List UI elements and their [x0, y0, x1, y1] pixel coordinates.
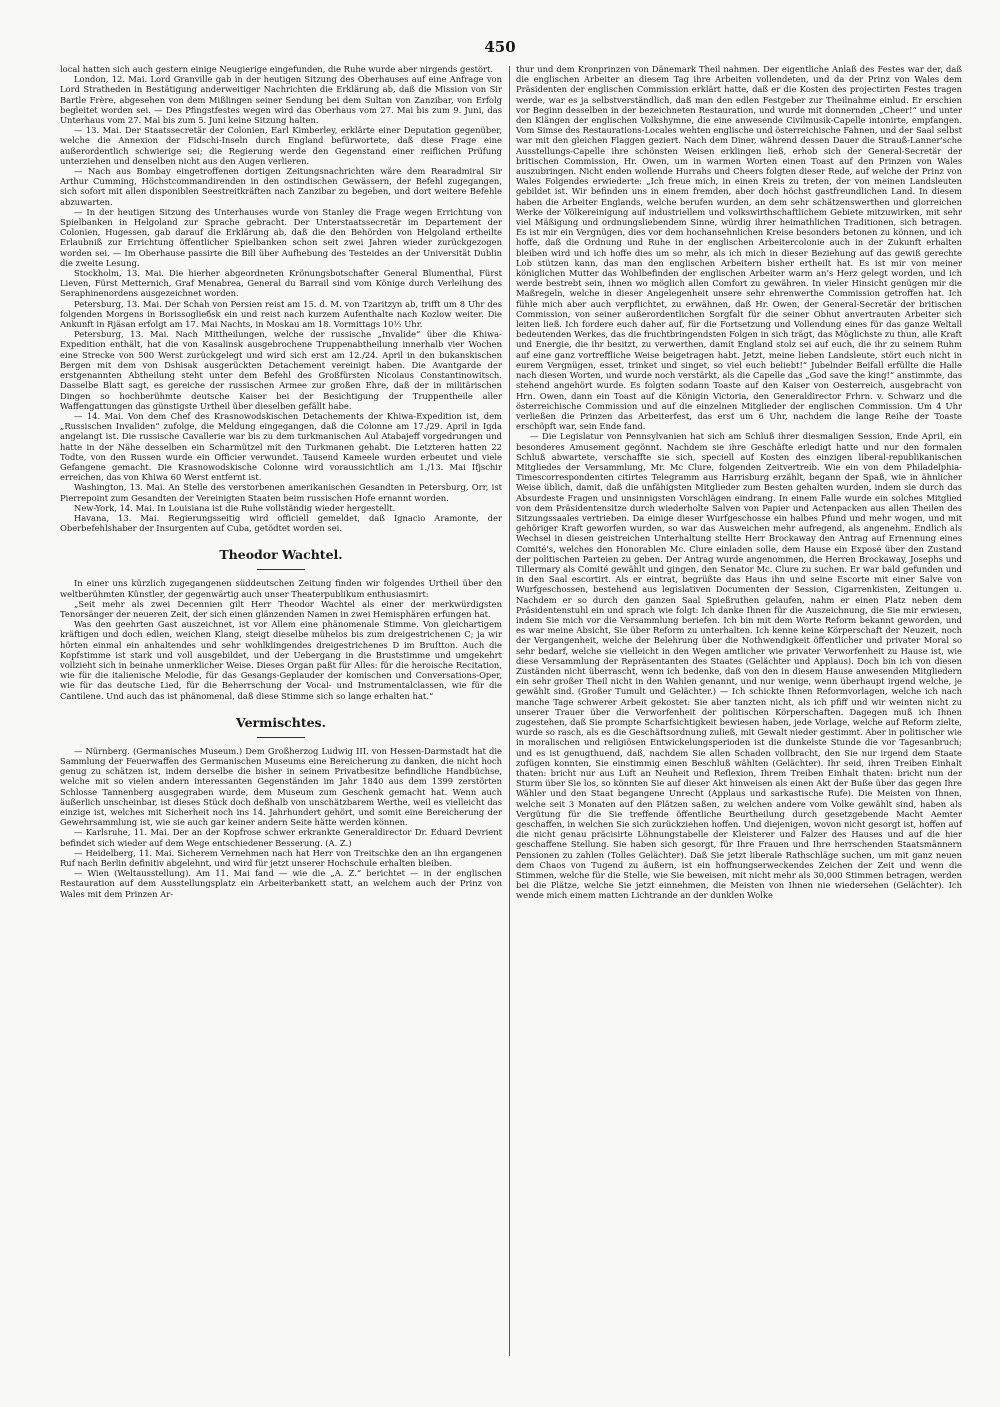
- article-paragraph: Havana, 13. Mai. Regierungsseitig wird officiell gemeldet, daß Ignacio Aramonte, der Oberbefehlshaber der Insurgenten auf Cuba, getödtet worden sei.: [60, 512, 502, 534]
- section-divider: [257, 737, 305, 738]
- article-paragraph: — 14. Mai. Von dem Chef des Krasnowodskischen Detachements der Khiwa-Expedition ist, dem „Russischen Invaliden“ zufolge, die Meldung eingegangen, daß die Colonne am 17./29. April in Igda angelangt ist. Die russische Cavallerie war bis zu dem turkmanischen Aul Atabajeff vorgedrungen und hatte in der Nähe desselben ein Scharmützel mit den Turkmanen gehabt. Die Letzteren hatten 22 Todte, von den Russen wurde ein Officier verwundet. Tausend Kameele wurden erbeutet und viele Gefangene gemacht. Die Krasnowodskische Colonne wird voraussichtlich am 1./13. Mai Ifjschir erreichen, das von Khiwa 60 Werst entfernt ist.: [60, 410, 502, 483]
- article-paragraph: Stockholm, 13. Mai. Die hierher abgeordneten Krönungsbotschafter General Blumenthal, Fürst Lieven, Fürst Metternich, Graf Menabrea, General du Barrail sind vom Könige durch Verleihung des Seraphinenordens ausgezeichnet worden.: [60, 268, 502, 299]
- section-divider: [257, 569, 305, 570]
- column-divider: [509, 66, 510, 1356]
- article-paragraph: Petersburg, 13. Mai. Der Schah von Persien reist am 15. d. M. von Tzaritzyn ab, trifft um 8 Uhr des folgenden Morgens in Borissoglieбsk ein und reist nach kurzem Aufenthalte nach Kozlow weiter. Die Ankunft in Rjäsan erfolgt am 17. Mai Nachts, in Moskau am 18. Vormittags 10½ Uhr.: [60, 298, 502, 330]
- article-paragraph: — 13. Mai. Der Staatssecretär der Colonien, Earl Kimberley, erklärte einer Deputation gegenüber, welche die Annexion der Fidschi-Inseln durch England befürwortete, daß diese Frage eine außerordentlich schwierige sei; die Regierung werde den Gegenstand einer reiflichen Prüfung unterziehen und denselben nicht aus den Augen verlieren.: [60, 125, 502, 166]
- right-column: [516, 64, 962, 1374]
- section-title-vermischtes: Vermischtes.: [236, 714, 326, 730]
- article-paragraph: New-York, 14. Mai. In Louisiana ist die Ruhe vollständig wieder hergestellt.: [74, 502, 396, 513]
- section-title-wachtel: Theodor Wachtel.: [219, 547, 343, 563]
- article-paragraph: thur und dem Kronprinzen von Dänemark Theil nahmen. Der eigentliche Anlaß des Festes war der, daß die englischen Arbeiter an diesem Tag ihre Arbeiten vollendeten, und da der Prinz von Wales dem Präsidenten der englischen Commission erklärt hatte, daß er die Kosten des projectirten Festes tragen werde, war es ja selbstverständlich, daß man den edlen Festgeber zur Theilnahme einlud. Er erschien vor Beginn desselben in der bezeichneten Restauration, und wurde mit donnernden „Cheer!“ und unter den Klängen der englischen Volkshymne, die eine anwesende Civilmusik-Capelle intonirte, empfangen. Vom Simse des Restaurations-Locales wehten englische und österreichische Fahnen, und der Saal selbst war mit den gleichen Flaggen geziert. Nach dem Diner, während dessen Dauer die Strauß-Lanner'sche Ausstellungs-Capelle ihre schönsten Weisen erklingen ließ, erhob sich der General-Secretär der britischen Commission, Hr. Owen, um in warmen Worten einen Toast auf den Prinzen von Wales auszubringen. Nicht enden wollende Hurrahs und Cheers folgten dieser Rede, auf welche der Prinz von Wales Folgendes erwiederte: „Ich freue mich, in einen Kreis zu treten, der von meinen Landsleuten gebildet ist. Wir befinden uns in einem fremden, aber doch höchst gastfreundlichen Land. In diesem haben die Arbeiter Englands, welche berufen wurden, an dem sehr schätzenswerthen und glorreichen Werke der Völkereinigung auf industriellem und volkswirthschaftlichem Gebiete mitzuwirken, mit sehr viel Mäßigung und ordnungsliebendem Sinne, würdig ihrer heimathlichen Traditionen, sich betragen. Es ist mir ein Vergnügen, dies vor dem hochansehnlichen Kreise besonders betonen zu können, und ich hoffe, daß die Ordnung und Ruhe in der englischen Arbeitercolonie auch in der Zukunft erhalten bleiben wird und ich hoffe dies um so mehr, als ich mich in dieser Beziehung auf das gewiß gerechte Lob stützen kann, das man den englischen Arbeitern bisher ertheilt hat. Es ist mir von meiner königlichen Mutter das Wohlbefinden der englischen Arbeiter warm an's Herz gelegt worden, und ich werde bestrebt sein, ihnen wo möglich allen Comfort zu gewähren. In vieler Hinsicht genügen mir die Maßregeln, welche in dieser Angelegenheit unsere sehr ehrenwerthe Commission getroffen hat. Ich fühle mich aber auch verpflichtet, zu erwähnen, daß Hr. Owen, der General-Secretär der britischen Commission, von seiner außerordentlichen Sorgfalt für die seiner Obhut anvertrauten Arbeiter sich leiten ließ. Ich fordere euch daher auf, für die Fortsetzung und Vollendung eines für das ganze Weltall bedeutenden Werkes, das die fruchtbringendsten Folgen in sich trägt, das Möglichste zu thun, alle Kraft und Energie, die ihr besitzt, zu verwerthen, damit England stolz sei auf euch, die ihr zu seinem Ruhm auf eine ganz vortreffliche Weise beigetragen habt. Jetzt, meine lieben Landsleute, stört euch nicht in eurem Vergnügen, esset, trinket und singet, so viel euch beliebt!“ Jubelnder Beifall erfüllte die Halle nach diesen Worten, und wurde noch verstärkt, als die Capelle das „God save the king!“ anstimmte, das stehend angehört wurde. Es folgten sodann Toaste auf den Kaiser von Oesterreich, ausgebracht von Hrn. Owen, dann ein Toast auf die Königin Victoria, den Generaldirector Frhrn. v. Schwarz und die österreichische Commission und auf die einzelnen Mitglieder der englischen Commission. Um 4 Uhr verließen die Prinzen das Arbeiterfest, das erst um 6 Uhr, nachdem die lange Reihe der Toaste erschöpft war, sein Ende fand.: [516, 64, 962, 432]
- article-paragraph: — Karlsruhe, 11. Mai. Der an der Kopfrose schwer erkrankte Generaldirector Dr. Eduard Devrient befindet sich wieder auf dem Wege entschiedener Besserung. (A. Z.): [60, 827, 502, 848]
- article-paragraph: London, 12. Mai. Lord Granville gab in der heutigen Sitzung des Oberhauses auf eine Anfrage von Lord Strathеden in Bestätigung anderweitiger Nachrichten die Erklärung ab, daß die Mission von Sir Bartle Frère, abgesehen von dem Mißlingen seiner Sendung bei dem Sultan von Zanzibar, von Erfolg begleitet worden sei. — Des Pfingstfestes wegen wird das Oberhaus vom 27. Mai bis zum 9. Juni, das Unterhaus vom 27. Mai bis zum 5. Juni keine Sitzung halten.: [60, 74, 502, 126]
- article-paragraph: local hatten sich auch gestern einige Neugierige eingefunden, die Ruhe wurde aber nirgends gestört.: [60, 64, 494, 74]
- left-column: [60, 64, 502, 1374]
- article-paragraph: „Seit mehr als zwei Decennien gilt Herr Theodor Wachtel als einer der merkwürdigsten Tenorsänger der neueren Zeit, der sich einen glänzenden Namen in zwei Hemisphären erfungen hat.: [60, 598, 502, 619]
- article-paragraph: Petersburg, 13. Mai. Nach Mittheilungen, welche der russische „Invalide“ über die Khiwa-Expedition enthält, hat die von Kasalinsk ausgebrochene Truppenabtheilung innerhalb vier Wochen eine Strecke von 500 Werst zurückgelegt und wird sich erst am 12./24. April in den bukanskischen Bergen mit dem von Dshisak ausgerückten Detachement vereinigt haben. Die Avantgarde der erstgenannten Abtheilung steht unter dem Befehl des Großfürsten Nicolaus Constantinowitsch. Dasselbe Blatt sagt, es gereiche der russischen Armee zur großen Ehre, daß der in militärischen Dingen so hochberühmte deutsche Kaiser bei der Besichtigung der Truppentheile aller Waffengattungen das günstigste Urtheil über dieselben gefällt habe.: [60, 329, 502, 411]
- page-number: 450: [484, 38, 516, 56]
- article-paragraph: — Wien (Weltausstellung). Am 11. Mai fand — wie die „A. Z.“ berichtet — in der englischen Restauration auf dem Ausstellungsplatz ein Arbeiterbankett statt, an welchem auch der Prinz von Wales mit dem Prinzen Ar-: [60, 868, 502, 899]
- article-paragraph: — Nach aus Bombay eingetroffenen dortigen Zeitungsnachrichten wäre dem Rearadmiral Sir Arthur Cumming, Höchstcommandirenden in den ostindischen Gewässern, der Befehl zugegangen, sich sofort mit allen disponiblen Seestreitkräften nach Zanzibar zu begeben, und dort weitere Befehle abzuwarten.: [60, 166, 502, 207]
- article-paragraph: — Nürnberg. (Germanisches Museum.) Dem Großherzog Ludwig III. von Hessen-Darmstadt hat die Sammlung der Feuerwaffen des Germanischen Museums eine Bereicherung zu danken, die nicht hoch genug zu schätzen ist, indem derselbe die bisher in seinem Privatbesitze befindliche Handbüchse, welche mit so vielen andern interessanten Gegenständen im Jahr 1840 aus dem 1399 zerstörten Schlosse Tannenberg ausgegraben wurde, dem Museum zum Geschenk gemacht hat. Wenn auch äußerlich unscheinbar, ist dieses Stück doch deßhalb von unschätzbarem Werthe, weil es vielleicht das einzige ist, welches mit Sicherheit noch ins 14. Jahrhundert gehört, und somit eine Bereicherung der Gewehrsammlung ist, wie sie auch gar keiner andern Seite hätte werden können.: [60, 745, 502, 828]
- article-paragraph: In einer uns kürzlich zugegangenen süddeutschen Zeitung finden wir folgendes Urtheil über den weltberühmten Künstler, der gegenwärtig auch unser Theaterpublikum enthusiasmirt:: [60, 578, 502, 599]
- article-paragraph: Washington, 13. Mai. An Stelle des verstorbenen amerikanischen Gesandten in Petersburg, Orr, ist Pierrepoint zum Gesandten der Vereinigten Staaten beim russischen Hofe ernannt worden.: [60, 482, 502, 503]
- article-paragraph: — Heidelberg, 11. Mai. Sicherem Vernehmen nach hat Herr von Treitschke den an ihn ergangenen Ruf nach Berlin definitiv abgelehnt, und wird für jetzt unserer Hochschule erhalten bleiben.: [60, 847, 502, 869]
- article-paragraph: Was den geehrten Gast auszeichnet, ist vor Allem eine phänomenale Stimme. Von gleichartigem kräftigen und doch edlen, weichen Klang, steigt dieselbe mühelos bis zum dreigestrichenen C; ja wir hörten einmal ein anhaltendes und sehr wohlklingendes dreigestrichenes D im Bruſtton. Auch die Kopfstimme ist stark und voll ausgebildet, und der Uebergang in die Bruststimme und umgekehrt vollzieht sich in beinahe unmerklicher Weise. Dieses Organ paßt für Alles: für die heroische Recitation, wie für die italienische Melodie, für das Gesangs-Geplauder der komischen und Conversations-Oper, wie für das deutsche Lied, für die Beherrschung der Vocal- und Instrumentalclassen, wie für die Cantilene. Und auch das ist phänomenal, daß diese Stimme sich so lange erhalten hat.“: [60, 619, 502, 701]
- article-paragraph: — In der heutigen Sitzung des Unterhauses wurde von Stanley die Frage wegen Errichtung von Spielbanken in Helgoland zur Sprache gebracht. Der Unterstaatssecretär im Departement der Colonien, Hugessen, gab darauf die Erklärung ab, daß die den Behörden von Helgoland ertheilte Erlaubniß zur Errichtung öffentlicher Spielbanken schon seit zwei Jahren wieder zurückgezogen worden sei. — Im Oberhause passirte die Bill über Aufhebung des Testeides an der Universität Dublin die zweite Lesung.: [60, 206, 502, 268]
- article-paragraph: — Die Legislatur von Pennsylvanien hat sich am Schluß ihrer diesmaligen Session, Ende April, ein besonderes Amusement gegönnt. Nachdem sie ihre Geschäfte erledigt hatte und nur den formalen Schluß abwartete, verschaffte sie sich, speciell auf Kosten des einzigen liberal-republikanischen Mitgliedes der Versammlung, Mr. Mc Clure, folgenden Zeitvertreib. Wie ein von dem Philadelphia-Timescorrespondenten citirtes Telegramm aus Harrisburg erzählt, begann der Spaß, wie in ähnlicher Weise üblich, damit, daß die unfähigsten Mitglieder zum Besten gehalten wurden, indem sie durch das Absurdeste Fragen und unsinnigsten Vorschlägen eindrang. In einem Falle wurde ein solches Mitglied von dem Präsidentensitze durch wiederholte Salven von Papier und Actenpacken aus allen Theilen des Sitzungssaales vertrieben. Da einige dieser Wurfgeschosse ein halbes Pfund und mehr wogen, und mit gehöriger Kraft geworfen wurden, so war das Ausweichen mehr aufregend, als angenehm. Endlich als Wechsel in diesen geistreichen Unterhaltung stellte Herr Brockaway den Antrag auf Ernennung eines Comité's, welches den Honorablen Mc. Clure einladen solle, dem Hause ein Exposé über den Zustand der politischen Parteien zu geben. Der Antrag wurde angenommen, die Herren Brockaway, Josephs und Tillermary als Comité gewählt und gingen, den Senator Mc. Clure zu suchen. Er war bald gefunden und in den Saal escortirt. Als er eintrat, begrüßte das Haus ihn und seine Escorte mit einer Salve von Wurfgeschossen, bestehend aus legislativen Documenten der Session, Cigarrenkisten, Zeitungen u. Nachdem er so durch den ganzen Saal Spießruthen gelaufen, nahm er einen Platz neben dem Präsidentenstuhl ein und sprach wie folgt: Ich danke Ihnen für die Auszeichnung, die Sie mir erwiesen, indem Sie mich vor die Versammlung beriefen. Ich bin mit dem Worte Reform bekannt geworden, und es war meine Absicht, Sie über Reform zu unterhalten. Ich kenne keine Körperschaft der Neuzeit, noch der Vergangenheit, welche der Belehrung über die Nothwendigkeit öffentlicher und privater Moral so sehr bedarf, welche sie vielleicht in den Wegen amtlicher wie privater Verworfenheit zu Hause ist, wie diese Versammlung der Repräsentanten des Staates (Gelächter und Applaus). Doch bin ich von diesen Zuständen nicht überrascht, wenn ich bedenke, daß von den in diesem Hause anwesenden Mitgliedern ein sehr großer Theil nicht in den Wahlen genannt, und nur wenige, wenn überhaupt irgend welche, je gewählt sind. (Großer Tumult und Gelächter.) — Ich schickte Ihnen Reformvorlagen, welche ich nach manche Tage schwerer Arbeit gekostet: Sie aber tanzten nicht, als ich pfiff und wir weinten nicht zu unserer Trauer über die Verworfenheit der politischen Körperschaften. Dagegen muß ich Ihnen zugestehen, daß Sie prompte Scharfsichtigkeit bewiesen haben, jede Vorlage, welche auf Reform zielte, wurde so rasch, als es die Geschäftsordnung zuließ, mit Gewalt nieder gestimmt. Aber in politischer wie in moralischen und religiösen Entwickelungsperioden ist die dunkelste Stunde die vor Tagesanbruch; und es ist genugthuend, daß, nachdem Sie allen Schaden vollbracht, den Sie nur irgend dem Staate zufügen konnten, Sie einstimmig einen Beschluß wählten (Gelächter). Ihr seid, ihren Treiben Einhalt thaten: bricht nur aus Luft an Neuheit und Reflexion, Ihrem Treiben Einhalt thaten: bricht nun der Sturm über Sie los, so könnten Sie auf dieser Akt hinweisen als einen Akt der Buße über das gegen Ihre Wähler und den Staat begangene Unrecht (Applaus und sarkastische Rufe). Die Meisten von Ihnen, welche seit 3 Monaten auf den Plätzen saßen, zu welchen andere vom Volke gewählt sind, haben als Vergütung für die Sie treffende öffentliche Beurtheilung durch gesetzgebende Macht Aemter geschaffen, in welchen Sie sich zurückziehen hoffen. Und diejenigen, wovon nicht gesorgt ist, hoffen auf die nicht genau präcisirte Löhnungstabelle der Kleisterer und Falzer des Hauses und auf die hier geschaffene Stellung. Sie haben sich gesorgt, für Ihre Frauen und Ihre herrschenden Staatsmännern Pensionen zu zahlen (Tolles Gelächter). Daß Sie jetzt liberale Rathschläge suchen, um mit ganz neuen dem Chaos von Tugend zu äußern, ist ein hoffnungserweckendes Zeichen der Zeit und wenn die Stimmen, welche für die Stelle, wie Sie beweisen, mit nicht mehr als 30,000 Stimmen betragen, werden bei die Plätze, welche Sie jetzt einnehmen, die Meisten von Ihnen nie wiedersehen (Gelächter). Ich wende mich einem matten Lichtrande an der dunklen Wolke: [516, 431, 962, 901]
